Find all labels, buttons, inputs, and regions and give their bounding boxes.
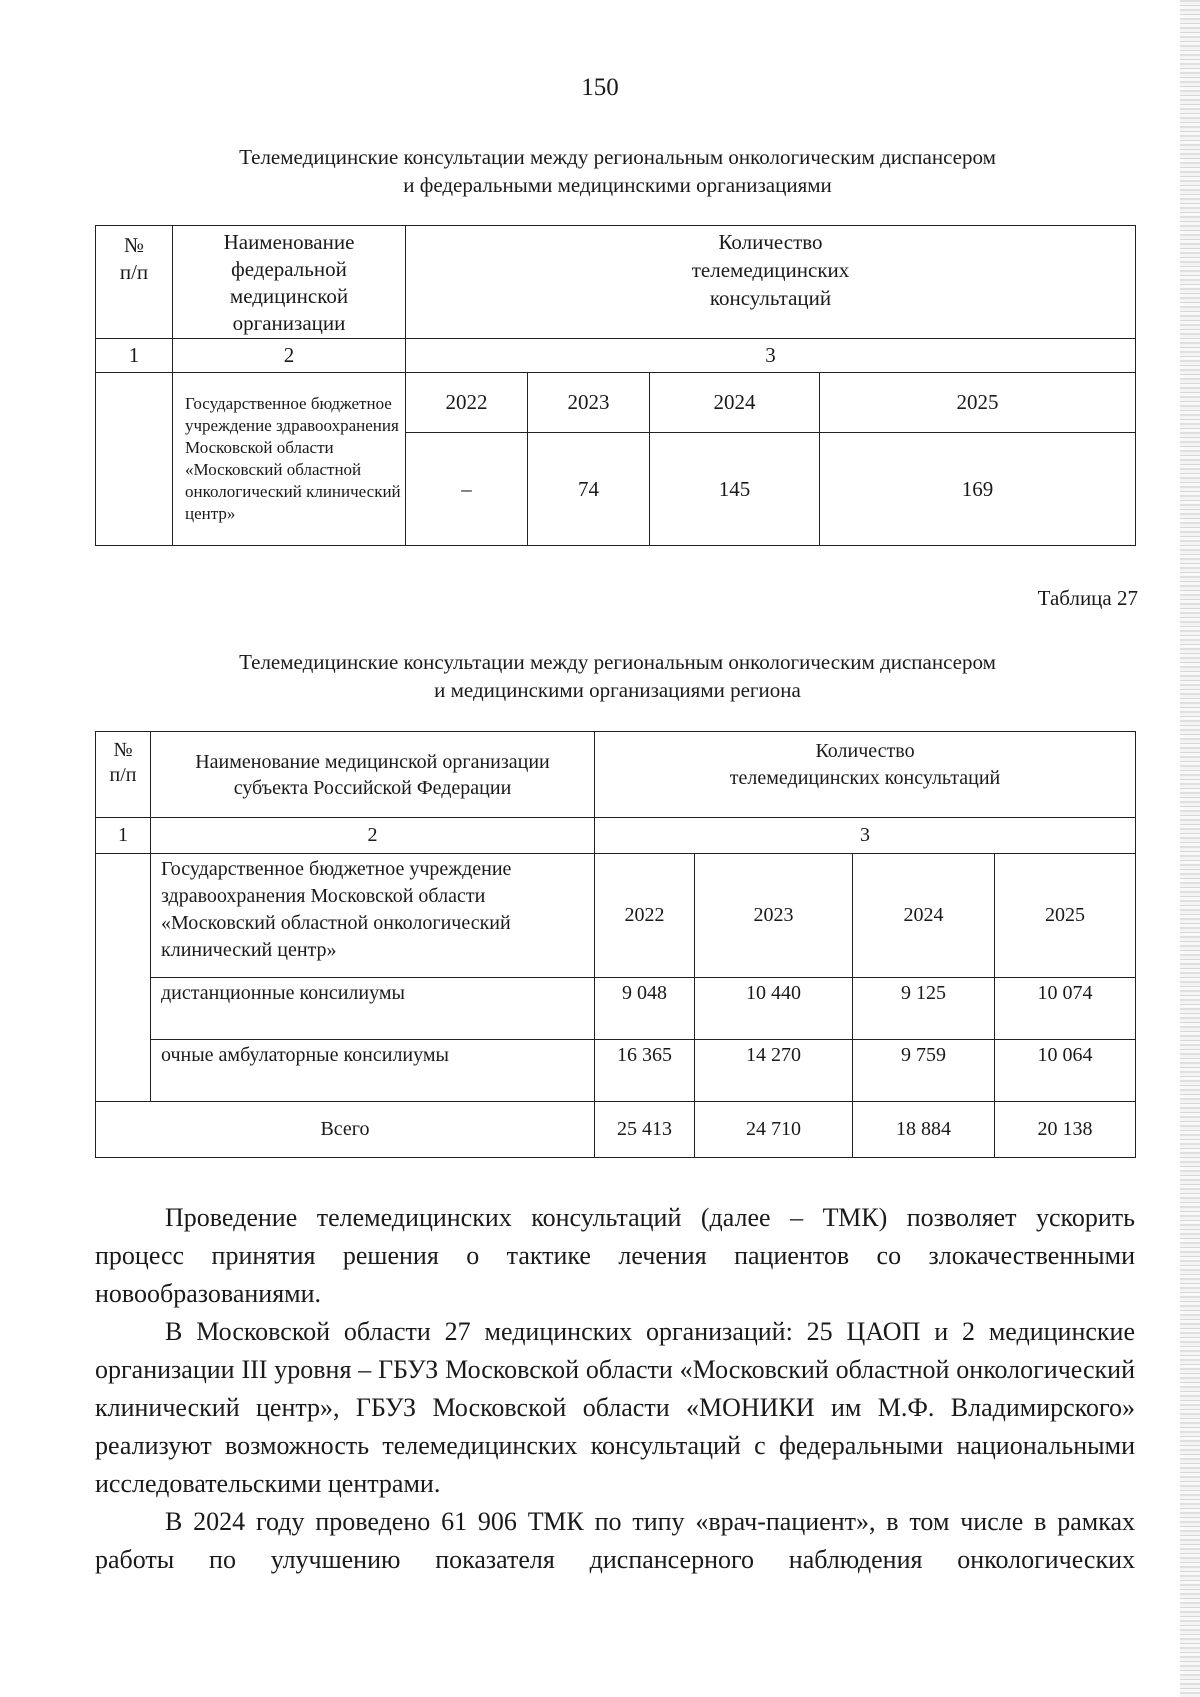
total-label: Всего — [96, 1102, 595, 1158]
total-value: 25 413 — [595, 1102, 695, 1158]
year-cell: 2023 — [695, 854, 853, 978]
page-number: 150 — [581, 74, 619, 101]
table1-caption-line2: и федеральными медицинскими организациями — [403, 173, 832, 197]
header-num-sign: № — [123, 233, 145, 257]
table2-caption-line2: и медицинскими организациями региона — [434, 678, 801, 702]
header-qty-line: Количество — [815, 740, 915, 762]
table2-column-number-row — [96, 818, 1136, 854]
column-number: 1 — [96, 339, 173, 373]
scan-edge-strip — [1180, 0, 1200, 1697]
row-label: очные амбулаторные консилиумы — [151, 1040, 595, 1102]
value-cell: 9 048 — [595, 978, 695, 1040]
paragraph: В 2024 году проведено 61 906 ТМК по типу «врач-пациент», в том числе в рамках работы по улучшению показателя диспансерного наблюдения онкологических — [95, 1507, 1135, 1574]
table2-label: Таблица 27 — [1037, 586, 1138, 610]
table1-header-num — [96, 226, 173, 339]
column-number: 2 — [151, 818, 595, 854]
header-name-line: организации — [232, 311, 346, 335]
table2-caption-line1: Телемедицинские консультации между региональным онкологическим диспансером — [239, 650, 996, 674]
row-number-cell — [96, 373, 173, 546]
total-value: 24 710 — [695, 1102, 853, 1158]
column-number: 1 — [96, 818, 151, 854]
paragraph: Проведение телемедицинских консультаций (далее – ТМК) позволяет ускорить процесс принятия решения о тактике лечения пациентов со злокачественными новообразованиями. — [95, 1203, 1135, 1308]
column-number: 2 — [173, 339, 406, 373]
table1-column-number-row — [96, 339, 1136, 373]
organization-name: Государственное бюджетное учреждение здравоохранения Московской области «Московский областной онкологический клинический центр» — [151, 854, 595, 978]
header-qty-line: телемедицинских консультаций — [729, 767, 1001, 789]
value-cell: 74 — [528, 433, 650, 546]
value-cell: 10 064 — [995, 1040, 1136, 1102]
table2-header-name — [151, 732, 595, 818]
value-cell: 169 — [820, 433, 1136, 546]
header-name-line: медицинской — [229, 284, 349, 308]
value-cell: 16 365 — [595, 1040, 695, 1102]
year-cell: 2025 — [820, 373, 1136, 433]
header-num-sign: № — [113, 739, 133, 761]
header-qty-line: Количество — [718, 230, 823, 254]
header-num-abbr: п/п — [109, 764, 137, 786]
header-name-line: федеральной — [231, 257, 347, 281]
row-label: дистанционные консилиумы — [151, 978, 595, 1040]
table2-header-row — [96, 732, 1136, 818]
value-cell: 14 270 — [695, 1040, 853, 1102]
table1-header-name — [173, 226, 406, 339]
table1-caption — [150, 143, 1085, 199]
year-cell: 2022 — [406, 373, 528, 433]
table2 — [95, 731, 1136, 1158]
year-cell: 2025 — [995, 854, 1136, 978]
year-cell: 2023 — [528, 373, 650, 433]
table1-caption-line1: Телемедицинские консультации между региональным онкологическим диспансером — [239, 145, 996, 169]
total-value: 20 138 — [995, 1102, 1136, 1158]
header-num-abbr: п/п — [119, 260, 149, 284]
table2-data-row — [96, 978, 1136, 1040]
row-number-cell — [96, 854, 151, 1102]
column-number: 3 — [595, 818, 1136, 854]
total-value: 18 884 — [853, 1102, 995, 1158]
value-cell: – — [406, 433, 528, 546]
table1 — [95, 225, 1136, 546]
year-cell: 2024 — [853, 854, 995, 978]
table1-header-quantity — [406, 226, 1136, 339]
organization-name: Государственное бюджетное учреждение здравоохранения Московской области «Московский областной онкологический клинический центр» — [173, 373, 406, 546]
value-cell: 10 074 — [995, 978, 1136, 1040]
paragraph: В Московской области 27 медицинских организаций: 25 ЦАОП и 2 медицинские организации III уровня – ГБУЗ Московской области «Московский областной онкологический клинический центр», ГБУЗ Московской области «МОНИКИ им М.Ф. Владимирского» реализуют возможность телемедицинских консультаций с федеральными национальными исследовательскими центрами. — [95, 1317, 1135, 1498]
table2-header-quantity — [595, 732, 1136, 818]
value-cell: 9 125 — [853, 978, 995, 1040]
header-name-line: субъекта Российской Федерации — [233, 776, 512, 799]
table1-header-row — [96, 226, 1136, 339]
table2-years-row — [96, 854, 1136, 978]
body-text — [95, 1199, 1135, 1579]
table2-total-row — [96, 1102, 1136, 1158]
table2-caption — [150, 648, 1085, 704]
value-cell: 145 — [650, 433, 820, 546]
value-cell: 10 440 — [695, 978, 853, 1040]
header-name-line: Наименование медицинской организации — [195, 750, 550, 773]
header-qty-line: телемедицинских — [691, 258, 850, 282]
year-cell: 2022 — [595, 854, 695, 978]
column-number: 3 — [406, 339, 1136, 373]
header-qty-line: консультаций — [709, 286, 832, 310]
year-cell: 2024 — [650, 373, 820, 433]
table2-data-row — [96, 1040, 1136, 1102]
value-cell: 9 759 — [853, 1040, 995, 1102]
table1-years-row — [96, 373, 1136, 433]
table2-header-num — [96, 732, 151, 818]
header-name-line: Наименование — [223, 230, 355, 254]
